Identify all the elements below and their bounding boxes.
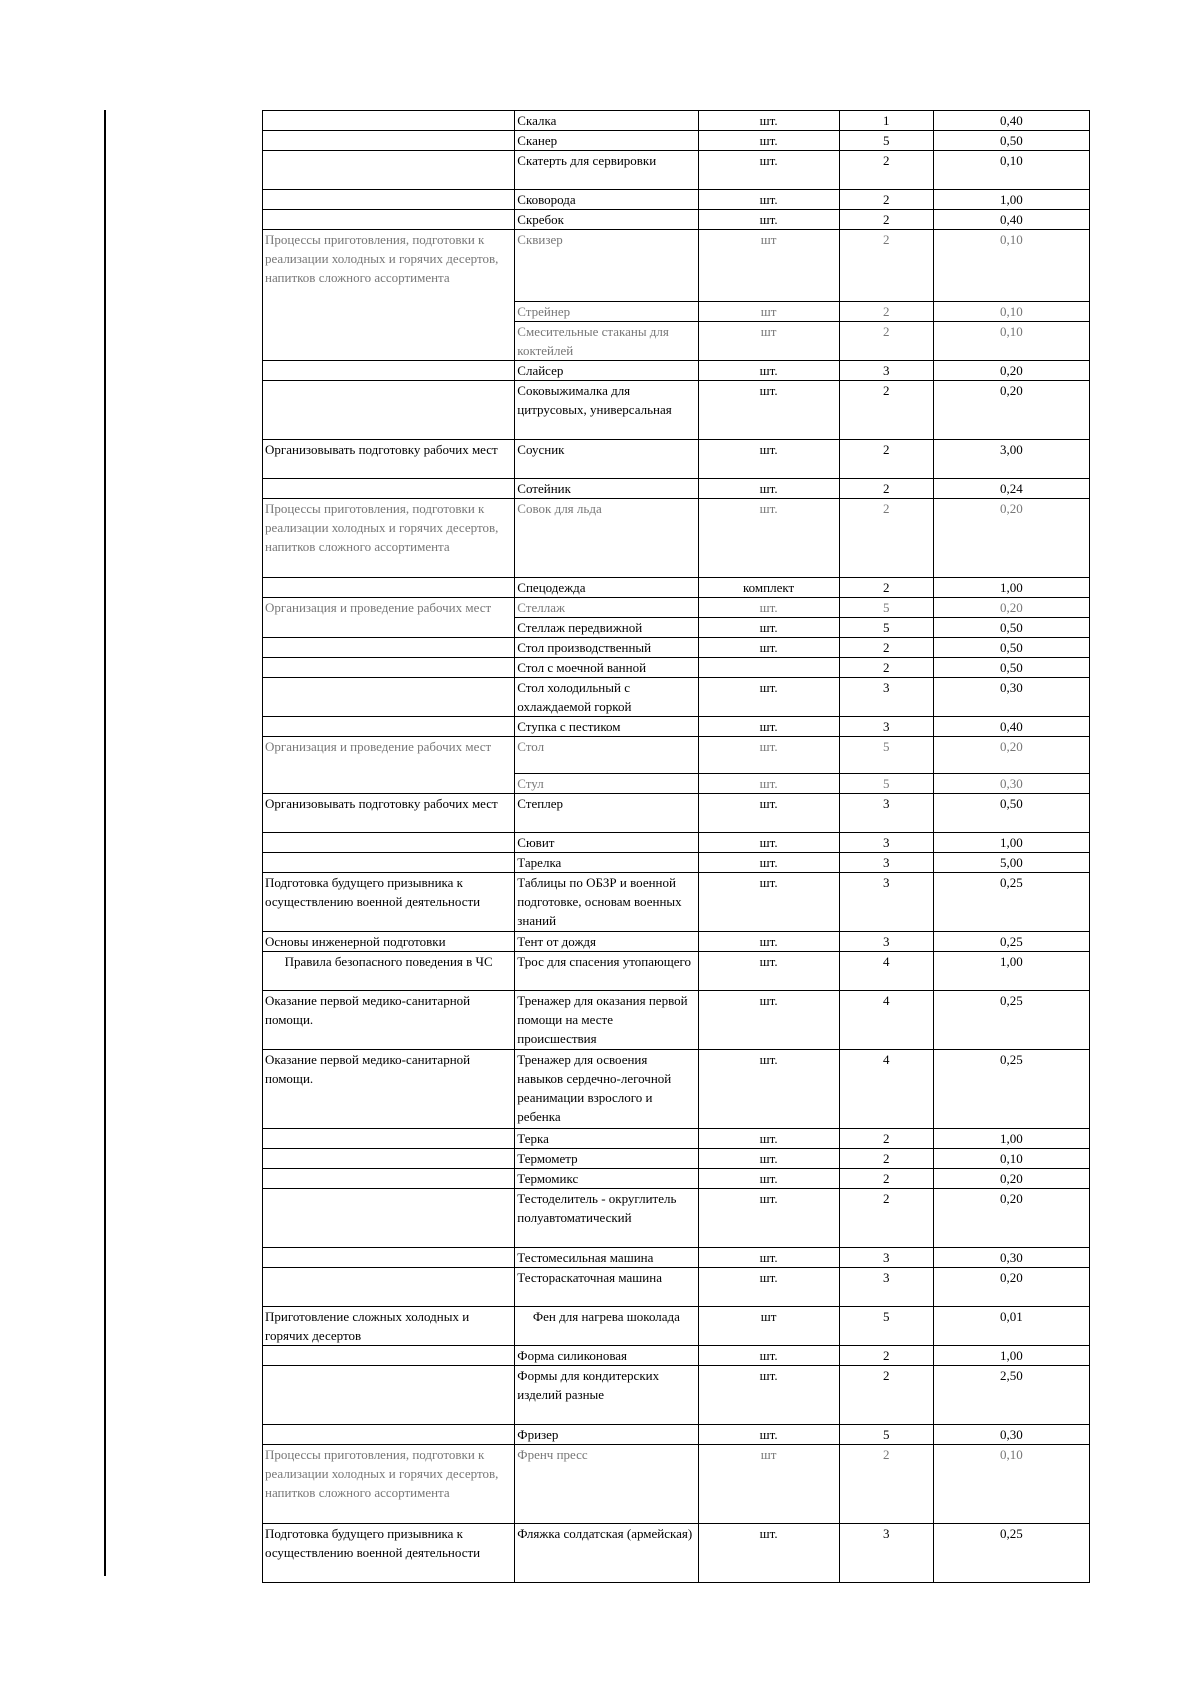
unit-cell: шт.	[698, 1050, 839, 1129]
coefficient-cell: 0,10	[933, 151, 1089, 190]
quantity-cell: 2	[839, 638, 933, 658]
table-row	[263, 440, 1090, 479]
coefficient-cell: 1,00	[933, 1346, 1089, 1366]
unit-cell: шт.	[698, 598, 839, 618]
item-cell: Скалка	[515, 111, 698, 131]
unit-cell: шт.	[698, 991, 839, 1050]
item-cell: Тестораскаточная машина	[515, 1268, 698, 1307]
item-cell: Стрейнер	[515, 302, 698, 322]
unit-cell: шт	[698, 230, 839, 302]
quantity-cell: 5	[839, 774, 933, 794]
purpose-cell: Основы инженерной подготовки	[263, 932, 515, 952]
item-cell: Стол с моечной ванной	[515, 658, 698, 678]
unit-cell: шт	[698, 1445, 839, 1524]
purpose-cell	[263, 1129, 515, 1149]
purpose-cell	[263, 1346, 515, 1366]
purpose-cell: Подготовка будущего призывника к осуществлению военной деятельности	[263, 873, 515, 932]
table-row	[263, 658, 1090, 678]
unit-cell: шт.	[698, 190, 839, 210]
quantity-cell: 2	[839, 1149, 933, 1169]
table-row	[263, 952, 1090, 991]
purpose-cell	[263, 361, 515, 381]
item-cell: Стеллаж передвижной	[515, 618, 698, 638]
purpose-cell: Процессы приготовления, подготовки к реализации холодных и горячих десертов, напитков сложного ассортимента	[263, 499, 515, 578]
coefficient-cell: 1,00	[933, 833, 1089, 853]
unit-cell: шт.	[698, 1189, 839, 1248]
quantity-cell: 2	[839, 440, 933, 479]
item-cell: Тарелка	[515, 853, 698, 873]
quantity-cell: 2	[839, 1346, 933, 1366]
table-row	[263, 638, 1090, 658]
item-cell: Форма силиконовая	[515, 1346, 698, 1366]
item-cell: Сканер	[515, 131, 698, 151]
unit-cell: шт.	[698, 131, 839, 151]
unit-cell: шт.	[698, 1524, 839, 1583]
table-row	[263, 598, 1090, 618]
unit-cell: шт.	[698, 737, 839, 774]
unit-cell: шт.	[698, 1149, 839, 1169]
table-row	[263, 381, 1090, 440]
unit-cell: шт.	[698, 381, 839, 440]
equipment-table	[262, 110, 1090, 1583]
unit-cell: шт.	[698, 678, 839, 717]
coefficient-cell: 0,30	[933, 774, 1089, 794]
quantity-cell: 2	[839, 1189, 933, 1248]
item-cell: Стол холодильный с охлаждаемой горкой	[515, 678, 698, 717]
coefficient-cell: 1,00	[933, 952, 1089, 991]
quantity-cell: 2	[839, 381, 933, 440]
table-row	[263, 131, 1090, 151]
purpose-cell	[263, 717, 515, 737]
unit-cell: комплект	[698, 578, 839, 598]
quantity-cell: 5	[839, 618, 933, 638]
table-row	[263, 1346, 1090, 1366]
table-row	[263, 1524, 1090, 1583]
quantity-cell: 3	[839, 932, 933, 952]
purpose-cell: Процессы приготовления, подготовки к реализации холодных и горячих десертов, напитков сложного ассортимента	[263, 230, 515, 361]
table-row	[263, 873, 1090, 932]
unit-cell: шт.	[698, 638, 839, 658]
unit-cell: шт.	[698, 1425, 839, 1445]
coefficient-cell: 0,25	[933, 1050, 1089, 1129]
coefficient-cell: 0,40	[933, 111, 1089, 131]
unit-cell: шт.	[698, 1346, 839, 1366]
quantity-cell: 2	[839, 499, 933, 578]
table-row	[263, 361, 1090, 381]
item-cell: Стол	[515, 737, 698, 774]
quantity-cell: 3	[839, 873, 933, 932]
coefficient-cell: 2,50	[933, 1366, 1089, 1425]
coefficient-cell: 0,25	[933, 991, 1089, 1050]
item-cell: Стеллаж	[515, 598, 698, 618]
item-cell: Соковыжималка для цитрусовых, универсальная	[515, 381, 698, 440]
purpose-cell: Организация и проведение рабочих мест	[263, 598, 515, 638]
table-row	[263, 1149, 1090, 1169]
quantity-cell: 2	[839, 658, 933, 678]
page-margin-line	[104, 110, 106, 1576]
quantity-cell: 2	[839, 302, 933, 322]
coefficient-cell: 0,25	[933, 1524, 1089, 1583]
purpose-cell	[263, 853, 515, 873]
quantity-cell: 2	[839, 1169, 933, 1189]
unit-cell: шт.	[698, 618, 839, 638]
table-row	[263, 1248, 1090, 1268]
coefficient-cell: 0,25	[933, 932, 1089, 952]
item-cell: Термометр	[515, 1149, 698, 1169]
item-cell: Трос для спасения утопающего	[515, 952, 698, 991]
unit-cell: шт.	[698, 794, 839, 833]
unit-cell: шт.	[698, 717, 839, 737]
coefficient-cell: 0,40	[933, 210, 1089, 230]
coefficient-cell: 0,10	[933, 302, 1089, 322]
purpose-cell: Организация и проведение рабочих мест	[263, 737, 515, 794]
item-cell: Термомикс	[515, 1169, 698, 1189]
quantity-cell: 3	[839, 833, 933, 853]
table-row	[263, 1169, 1090, 1189]
item-cell: Степлер	[515, 794, 698, 833]
quantity-cell: 5	[839, 598, 933, 618]
table-row	[263, 737, 1090, 774]
item-cell: Сквизер	[515, 230, 698, 302]
coefficient-cell: 0,50	[933, 638, 1089, 658]
table-row	[263, 230, 1090, 302]
coefficient-cell: 1,00	[933, 578, 1089, 598]
unit-cell: шт.	[698, 440, 839, 479]
table-row	[263, 499, 1090, 578]
table-row	[263, 678, 1090, 717]
coefficient-cell: 1,00	[933, 190, 1089, 210]
unit-cell: шт.	[698, 1129, 839, 1149]
purpose-cell: Организовывать подготовку рабочих мест	[263, 440, 515, 479]
item-cell: Скребок	[515, 210, 698, 230]
quantity-cell: 2	[839, 578, 933, 598]
unit-cell: шт.	[698, 1366, 839, 1425]
coefficient-cell: 0,50	[933, 794, 1089, 833]
item-cell: Тестоделитель - округлитель полуавтоматический	[515, 1189, 698, 1248]
table-row	[263, 1445, 1090, 1524]
quantity-cell: 1	[839, 111, 933, 131]
item-cell: Совок для льда	[515, 499, 698, 578]
unit-cell: шт.	[698, 111, 839, 131]
table-row	[263, 932, 1090, 952]
unit-cell: шт	[698, 302, 839, 322]
item-cell: Фризер	[515, 1425, 698, 1445]
table-row	[263, 833, 1090, 853]
quantity-cell: 2	[839, 1129, 933, 1149]
coefficient-cell: 0,30	[933, 678, 1089, 717]
coefficient-cell: 1,00	[933, 1129, 1089, 1149]
coefficient-cell: 0,50	[933, 658, 1089, 678]
purpose-cell: Оказание первой медико-санитарной помощи.	[263, 1050, 515, 1129]
purpose-cell: Приготовление сложных холодных и горячих десертов	[263, 1307, 515, 1346]
coefficient-cell: 0,20	[933, 1268, 1089, 1307]
unit-cell: шт	[698, 322, 839, 361]
item-cell: Фен для нагрева шоколада	[515, 1307, 698, 1346]
coefficient-cell: 3,00	[933, 440, 1089, 479]
purpose-cell: Организовывать подготовку рабочих мест	[263, 794, 515, 833]
unit-cell: шт	[698, 1307, 839, 1346]
item-cell: Фляжка солдатская (армейская)	[515, 1524, 698, 1583]
purpose-cell	[263, 1366, 515, 1425]
unit-cell: шт.	[698, 853, 839, 873]
coefficient-cell: 5,00	[933, 853, 1089, 873]
coefficient-cell: 0,30	[933, 1425, 1089, 1445]
item-cell: Таблицы по ОБЗР и военной подготовке, основам военных знаний	[515, 873, 698, 932]
item-cell: Тестомесильная машина	[515, 1248, 698, 1268]
unit-cell: шт.	[698, 833, 839, 853]
purpose-cell	[263, 190, 515, 210]
item-cell: Сковорода	[515, 190, 698, 210]
quantity-cell: 5	[839, 131, 933, 151]
coefficient-cell: 0,20	[933, 1189, 1089, 1248]
coefficient-cell: 0,20	[933, 361, 1089, 381]
quantity-cell: 3	[839, 1268, 933, 1307]
unit-cell: шт.	[698, 499, 839, 578]
quantity-cell: 4	[839, 1050, 933, 1129]
table-row	[263, 578, 1090, 598]
purpose-cell	[263, 1248, 515, 1268]
table-row	[263, 1366, 1090, 1425]
table-row	[263, 479, 1090, 499]
unit-cell: шт.	[698, 1268, 839, 1307]
purpose-cell: Процессы приготовления, подготовки к реализации холодных и горячих десертов, напитков сложного ассортимента	[263, 1445, 515, 1524]
purpose-cell	[263, 658, 515, 678]
unit-cell: шт.	[698, 1169, 839, 1189]
quantity-cell: 3	[839, 361, 933, 381]
purpose-cell	[263, 210, 515, 230]
unit-cell: шт.	[698, 932, 839, 952]
table-row	[263, 1268, 1090, 1307]
purpose-cell	[263, 1149, 515, 1169]
coefficient-cell: 0,25	[933, 873, 1089, 932]
quantity-cell: 2	[839, 1366, 933, 1425]
table-row	[263, 1425, 1090, 1445]
item-cell: Сотейник	[515, 479, 698, 499]
quantity-cell: 2	[839, 1445, 933, 1524]
purpose-cell	[263, 479, 515, 499]
coefficient-cell: 0,20	[933, 1169, 1089, 1189]
quantity-cell: 3	[839, 1524, 933, 1583]
purpose-cell	[263, 111, 515, 131]
item-cell: Слайсер	[515, 361, 698, 381]
coefficient-cell: 0,20	[933, 499, 1089, 578]
item-cell: Скатерть для сервировки	[515, 151, 698, 190]
item-cell: Соусник	[515, 440, 698, 479]
quantity-cell: 5	[839, 737, 933, 774]
coefficient-cell: 0,40	[933, 717, 1089, 737]
item-cell: Тренажер для освоения навыков сердечно-легочной реанимации взрослого и ребенка	[515, 1050, 698, 1129]
purpose-cell	[263, 1425, 515, 1445]
quantity-cell: 5	[839, 1425, 933, 1445]
table-row	[263, 794, 1090, 833]
table-row	[263, 1050, 1090, 1129]
table-row	[263, 1307, 1090, 1346]
coefficient-cell: 0,30	[933, 1248, 1089, 1268]
purpose-cell	[263, 131, 515, 151]
quantity-cell: 4	[839, 952, 933, 991]
unit-cell: шт.	[698, 774, 839, 794]
purpose-cell	[263, 678, 515, 717]
purpose-cell	[263, 151, 515, 190]
coefficient-cell: 0,10	[933, 1149, 1089, 1169]
table-row	[263, 1129, 1090, 1149]
quantity-cell: 4	[839, 991, 933, 1050]
quantity-cell: 3	[839, 1248, 933, 1268]
unit-cell: шт.	[698, 361, 839, 381]
item-cell: Смесительные стаканы для коктейлей	[515, 322, 698, 361]
quantity-cell: 3	[839, 853, 933, 873]
table-row	[263, 1189, 1090, 1248]
unit-cell: шт.	[698, 1248, 839, 1268]
purpose-cell	[263, 381, 515, 440]
item-cell: Терка	[515, 1129, 698, 1149]
coefficient-cell: 0,50	[933, 131, 1089, 151]
item-cell: Ступка с пестиком	[515, 717, 698, 737]
purpose-cell	[263, 1189, 515, 1248]
item-cell: Формы для кондитерских изделий разные	[515, 1366, 698, 1425]
unit-cell: шт.	[698, 479, 839, 499]
purpose-cell	[263, 1268, 515, 1307]
quantity-cell: 5	[839, 1307, 933, 1346]
quantity-cell: 3	[839, 678, 933, 717]
purpose-cell	[263, 578, 515, 598]
table-row	[263, 853, 1090, 873]
purpose-cell: Оказание первой медико-санитарной помощи.	[263, 991, 515, 1050]
item-cell: Сювит	[515, 833, 698, 853]
quantity-cell: 2	[839, 190, 933, 210]
table-row	[263, 151, 1090, 190]
unit-cell	[698, 658, 839, 678]
item-cell: Стул	[515, 774, 698, 794]
item-cell: Тент от дождя	[515, 932, 698, 952]
purpose-cell: Правила безопасного поведения в ЧС	[263, 952, 515, 991]
purpose-cell: Подготовка будущего призывника к осуществлению военной деятельности	[263, 1524, 515, 1583]
quantity-cell: 3	[839, 794, 933, 833]
coefficient-cell: 0,50	[933, 618, 1089, 638]
table-row	[263, 991, 1090, 1050]
quantity-cell: 3	[839, 717, 933, 737]
quantity-cell: 2	[839, 230, 933, 302]
unit-cell: шт.	[698, 151, 839, 190]
equipment-table-body	[263, 111, 1090, 1583]
unit-cell: шт.	[698, 210, 839, 230]
item-cell: Стол производственный	[515, 638, 698, 658]
coefficient-cell: 0,01	[933, 1307, 1089, 1346]
coefficient-cell: 0,10	[933, 1445, 1089, 1524]
coefficient-cell: 0,20	[933, 381, 1089, 440]
coefficient-cell: 0,10	[933, 322, 1089, 361]
table-row	[263, 210, 1090, 230]
unit-cell: шт.	[698, 952, 839, 991]
coefficient-cell: 0,20	[933, 737, 1089, 774]
purpose-cell	[263, 1169, 515, 1189]
coefficient-cell: 0,24	[933, 479, 1089, 499]
quantity-cell: 2	[839, 479, 933, 499]
table-row	[263, 717, 1090, 737]
quantity-cell: 2	[839, 322, 933, 361]
purpose-cell	[263, 638, 515, 658]
item-cell: Тренажер для оказания первой помощи на месте происшествия	[515, 991, 698, 1050]
table-row	[263, 190, 1090, 210]
unit-cell: шт.	[698, 873, 839, 932]
coefficient-cell: 0,20	[933, 598, 1089, 618]
purpose-cell	[263, 833, 515, 853]
quantity-cell: 2	[839, 210, 933, 230]
table-row	[263, 111, 1090, 131]
quantity-cell: 2	[839, 151, 933, 190]
item-cell: Спецодежда	[515, 578, 698, 598]
coefficient-cell: 0,10	[933, 230, 1089, 302]
item-cell: Френч пресс	[515, 1445, 698, 1524]
